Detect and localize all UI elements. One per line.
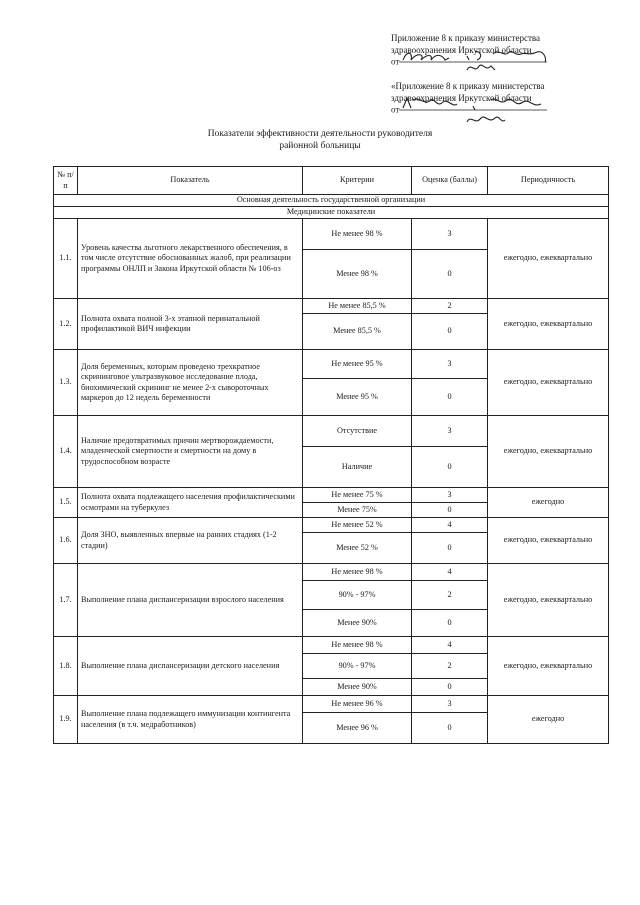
table-header-row xyxy=(54,167,609,195)
table-row xyxy=(54,299,609,314)
table-row xyxy=(54,696,609,713)
criterion-cell: Наличие xyxy=(303,447,412,488)
handwritten-signature xyxy=(399,104,549,116)
indicator-text: Наличие предотвратимых причин мертворождаемости, младенческой смертности и смертности на дому в трудоспособном возрасте xyxy=(78,416,303,488)
periodicity-cell: ежегодно, ежеквартально xyxy=(488,219,609,299)
handwritten-signature xyxy=(399,56,549,68)
score-cell: 3 xyxy=(412,416,488,447)
score-cell: 3 xyxy=(412,350,488,379)
indicator-text: Полнота охвата полной 3-х этапной перинатальной профилактикой ВИЧ инфекции xyxy=(78,299,303,350)
table-row xyxy=(54,518,609,533)
row-number: 1.2. xyxy=(54,299,78,350)
criterion-cell: Менее 90% xyxy=(303,610,412,637)
score-cell: 0 xyxy=(412,533,488,564)
periodicity-cell: ежегодно, ежеквартально xyxy=(488,518,609,564)
score-cell: 0 xyxy=(412,314,488,350)
indicator-text: Выполнение плана диспансеризации детского населения xyxy=(78,637,303,696)
criterion-cell: 90% - 97% xyxy=(303,581,412,610)
criterion-cell: Отсутствие xyxy=(303,416,412,447)
header-period: Периодичность xyxy=(488,167,609,195)
score-cell: 4 xyxy=(412,518,488,533)
row-number: 1.6. xyxy=(54,518,78,564)
criterion-cell: Не менее 95 % xyxy=(303,350,412,379)
approval-header-1 xyxy=(391,33,631,68)
periodicity-cell: ежегодно, ежеквартально xyxy=(488,299,609,350)
score-cell: 0 xyxy=(412,679,488,696)
section-row xyxy=(54,207,609,219)
score-cell: 4 xyxy=(412,564,488,581)
criterion-cell: Не менее 75 % xyxy=(303,488,412,503)
row-number: 1.5. xyxy=(54,488,78,518)
score-cell: 0 xyxy=(412,379,488,416)
section-row xyxy=(54,195,609,207)
row-number: 1.3. xyxy=(54,350,78,416)
header-indicator: Показатель xyxy=(78,167,303,195)
indicator-text: Полнота охвата подлежащего населения профилактическими осмотрами на туберкулез xyxy=(78,488,303,518)
criterion-cell: Не менее 98 % xyxy=(303,637,412,654)
score-cell: 0 xyxy=(412,447,488,488)
criterion-cell: Менее 95 % xyxy=(303,379,412,416)
criterion-cell: Менее 75% xyxy=(303,503,412,518)
score-cell: 0 xyxy=(412,503,488,518)
periodicity-cell: ежегодно, ежеквартально xyxy=(488,637,609,696)
header-line: Приложение 8 к приказу министерства xyxy=(391,33,541,43)
indicator-text: Доля беременных, которым проведено трехкратное скрининговое ультразвуковое исследование плода, биохимический скрининг не менее 2-х сывороточных маркеров до 12 недель беременности xyxy=(78,350,303,416)
criterion-cell: Менее 52 % xyxy=(303,533,412,564)
title-line-2: районной больницы xyxy=(279,141,361,151)
criterion-cell: Не менее 98 % xyxy=(303,564,412,581)
header-score: Оценка (баллы) xyxy=(412,167,488,195)
indicators-table xyxy=(53,166,609,744)
periodicity-cell: ежегодно, ежеквартально xyxy=(488,564,609,637)
table-row xyxy=(54,637,609,654)
criterion-cell: Менее 96 % xyxy=(303,713,412,744)
table-row xyxy=(54,488,609,503)
criterion-cell: Не менее 98 % xyxy=(303,219,412,250)
criterion-cell: 90% - 97% xyxy=(303,654,412,679)
row-number: 1.8. xyxy=(54,637,78,696)
criterion-cell: Не менее 85,5 % xyxy=(303,299,412,314)
periodicity-cell: ежегодно xyxy=(488,488,609,518)
score-cell: 3 xyxy=(412,219,488,250)
periodicity-cell: ежегодно, ежеквартально xyxy=(488,350,609,416)
row-number: 1.1. xyxy=(54,219,78,299)
header-num: № п/п xyxy=(54,167,78,195)
indicator-text: Выполнение плана подлежащего иммунизации контингента населения (в т.ч. медработников) xyxy=(78,696,303,744)
score-cell: 2 xyxy=(412,299,488,314)
section-main-activity: Основная деятельность государственной организации xyxy=(54,195,609,207)
score-cell: 0 xyxy=(412,610,488,637)
document-title xyxy=(150,128,490,152)
header-date-line: от xyxy=(391,104,631,116)
score-cell: 0 xyxy=(412,250,488,299)
indicator-text: Выполнение плана диспансеризации взрослого населения xyxy=(78,564,303,637)
score-cell: 3 xyxy=(412,488,488,503)
title-line-1: Показатели эффективности деятельности руководителя xyxy=(207,129,433,139)
table-row xyxy=(54,564,609,581)
score-cell: 2 xyxy=(412,581,488,610)
criterion-cell: Не менее 96 % xyxy=(303,696,412,713)
row-number: 1.9. xyxy=(54,696,78,744)
header-line: здравоохранения Иркутской области xyxy=(391,44,532,55)
header-criteria: Критерии xyxy=(303,167,412,195)
header-date-line: от xyxy=(391,56,631,68)
criterion-cell: Менее 98 % xyxy=(303,250,412,299)
criterion-cell: Менее 90% xyxy=(303,679,412,696)
indicator-text: Уровень качества льготного лекарственного обеспечения, в том числе отсутствие обоснованных жалоб, при реализации программы ОНЛП и Закона Иркутской области № 106-оз xyxy=(78,219,303,299)
score-cell: 3 xyxy=(412,696,488,713)
score-cell: 4 xyxy=(412,637,488,654)
indicator-text: Доля ЗНО, выявленных впервые на ранних стадиях (1-2 стадии) xyxy=(78,518,303,564)
table-row xyxy=(54,350,609,379)
table-row xyxy=(54,416,609,447)
score-cell: 0 xyxy=(412,713,488,744)
section-medical: Медицинские показатели xyxy=(54,207,609,219)
row-number: 1.7. xyxy=(54,564,78,637)
table-row xyxy=(54,219,609,250)
periodicity-cell: ежегодно, ежеквартально xyxy=(488,416,609,488)
approval-header-2 xyxy=(391,81,631,116)
header-line: «Приложение 8 к приказу министерства xyxy=(391,81,545,91)
header-line: здравоохранения Иркутской области xyxy=(391,92,532,103)
row-number: 1.4. xyxy=(54,416,78,488)
criterion-cell: Менее 85,5 % xyxy=(303,314,412,350)
periodicity-cell: ежегодно xyxy=(488,696,609,744)
criterion-cell: Не менее 52 % xyxy=(303,518,412,533)
score-cell: 2 xyxy=(412,654,488,679)
